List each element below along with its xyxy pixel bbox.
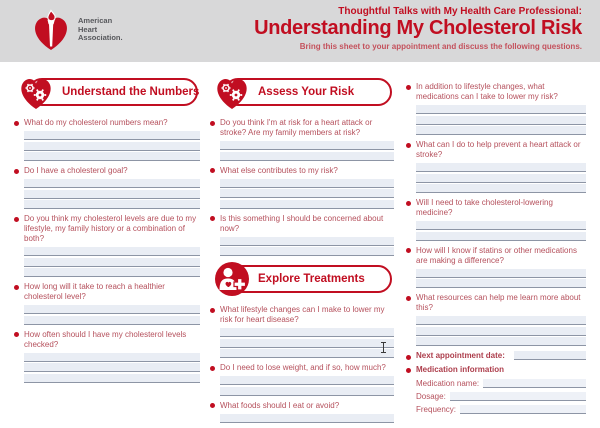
answer-field[interactable] (416, 105, 586, 114)
bullet-icon (14, 332, 19, 337)
answer-field[interactable] (220, 152, 394, 161)
answer-field[interactable] (416, 163, 586, 172)
question-text: What lifestyle changes can I make to lower my risk for heart disease? (220, 305, 385, 324)
section-title-text: Understand the Numbers (62, 86, 200, 98)
answer-field[interactable] (24, 316, 200, 325)
answer-field[interactable] (24, 190, 200, 199)
answer-lines (416, 269, 586, 289)
answer-field[interactable] (220, 414, 394, 423)
question-text: How will I know if statins or other medications are making a difference? (416, 245, 577, 265)
group-label (406, 365, 586, 374)
answer-field[interactable] (24, 200, 200, 209)
field-label: Frequency: (416, 405, 457, 414)
question-text: What resources can help me learn more about this? (416, 293, 581, 312)
bullet-icon (406, 296, 411, 301)
answer-field[interactable] (416, 327, 586, 336)
question-block (210, 305, 394, 358)
answer-lines (220, 328, 394, 358)
question-text: Do you think I'm at risk for a heart attack or stroke? Are my family members at risk? (220, 118, 373, 137)
answer-lines (24, 131, 200, 161)
answer-field[interactable] (450, 392, 586, 401)
eyebrow-text: Thoughtful Talks with My Health Care Professional: (338, 6, 582, 17)
bullet-icon (210, 366, 215, 371)
sheet-title-block (254, 6, 582, 51)
field-label: Medication information (416, 365, 504, 374)
answer-field[interactable] (220, 339, 394, 348)
gears-heart-icon (210, 70, 254, 114)
answer-field[interactable] (220, 200, 394, 209)
answer-field[interactable] (416, 116, 586, 125)
page-title: Understanding My Cholesterol Risk (254, 17, 582, 39)
answer-lines (416, 105, 586, 135)
bullet-icon (210, 216, 215, 221)
answer-field[interactable] (460, 405, 586, 414)
page-banner (0, 0, 600, 62)
question-text: Do I need to lose weight, and if so, how much? (220, 363, 386, 372)
question-text: In addition to lifestyle changes, what medications can I take to lower my risk? (416, 82, 558, 101)
answer-lines (416, 221, 586, 241)
answer-field[interactable] (416, 337, 586, 346)
section-header (14, 74, 200, 112)
answer-field[interactable] (24, 305, 200, 314)
bullet-icon (406, 143, 411, 148)
answer-lines (220, 141, 394, 161)
bullet-icon (210, 308, 215, 313)
answer-field[interactable] (24, 179, 200, 188)
column-1 (14, 74, 200, 388)
answer-lines (24, 305, 200, 325)
answer-field[interactable] (416, 126, 586, 135)
answer-field[interactable] (416, 184, 586, 193)
section-title-text: Assess Your Risk (258, 86, 355, 98)
answer-field[interactable] (24, 353, 200, 362)
sub-field (416, 379, 586, 388)
bullet-icon (210, 403, 215, 408)
sub-field (416, 392, 586, 401)
question-block (210, 166, 394, 209)
question-block (14, 166, 200, 209)
answer-field[interactable] (24, 152, 200, 161)
column-3 (406, 74, 586, 418)
bullet-icon (14, 285, 19, 290)
answer-field[interactable] (24, 374, 200, 383)
answer-lines (220, 414, 394, 423)
answer-field[interactable] (416, 232, 586, 241)
page-subtitle: Bring this sheet to your appointment and discuss the following questions. (299, 42, 582, 51)
answer-field[interactable] (24, 363, 200, 372)
column-2 (210, 74, 394, 428)
question-block (406, 82, 586, 135)
text-cursor-pointer (380, 342, 387, 354)
answer-field[interactable] (514, 351, 586, 360)
field-label: Medication name: (416, 379, 480, 388)
question-block (14, 214, 200, 277)
answer-field[interactable] (220, 247, 394, 256)
answer-lines (220, 376, 394, 396)
person-cross-icon (210, 257, 254, 301)
logo-wordmark: American Heart Association. (78, 16, 123, 43)
answer-lines (220, 237, 394, 257)
field-label: Next appointment date: (416, 351, 505, 360)
bullet-icon (210, 168, 215, 173)
question-text: What do my cholesterol numbers mean? (24, 118, 168, 127)
american-heart-association-logo-icon (28, 8, 74, 54)
answer-lines (416, 316, 586, 346)
gears-heart-icon (14, 70, 58, 114)
answer-field[interactable] (220, 387, 394, 396)
answer-field[interactable] (24, 258, 200, 267)
labeled-field (406, 351, 586, 360)
question-text: What can I do to help prevent a heart attack or stroke? (416, 140, 581, 159)
question-block (406, 246, 586, 289)
question-block (406, 293, 586, 346)
bullet-icon (210, 121, 215, 126)
question-block (14, 118, 200, 161)
answer-field[interactable] (220, 141, 394, 150)
sub-field (416, 405, 586, 414)
question-block (406, 140, 586, 193)
answer-lines (24, 179, 200, 209)
question-text: What foods should I eat or avoid? (220, 400, 340, 410)
answer-field[interactable] (483, 379, 586, 388)
question-block (14, 330, 200, 383)
answer-field[interactable] (24, 247, 200, 256)
question-text: How often should I have my cholesterol levels checked? (24, 329, 187, 349)
answer-field[interactable] (220, 189, 394, 198)
answer-field[interactable] (24, 142, 200, 151)
answer-lines (24, 353, 200, 383)
question-text: How long will it take to reach a healthier cholesterol level? (24, 282, 165, 301)
answer-lines (24, 247, 200, 277)
question-block (210, 363, 394, 396)
question-text: What else contributes to my risk? (220, 165, 338, 175)
answer-field[interactable] (220, 328, 394, 337)
section-header (210, 74, 394, 112)
answer-lines (220, 179, 394, 209)
bullet-icon (406, 368, 411, 373)
answer-field[interactable] (220, 237, 394, 246)
question-block (406, 198, 586, 241)
question-text: Do you think my cholesterol levels are due to my lifestyle, my family history or a combination of both? (24, 214, 197, 243)
question-text: Do I have a cholesterol goal? (24, 166, 128, 175)
answer-field[interactable] (416, 269, 586, 278)
bullet-icon (14, 169, 19, 174)
bullet-icon (406, 201, 411, 206)
question-block (210, 118, 394, 161)
section-title-text: Explore Treatments (258, 273, 365, 285)
question-block (210, 401, 394, 423)
answer-field[interactable] (220, 179, 394, 188)
answer-field[interactable] (220, 376, 394, 385)
bullet-icon (14, 121, 19, 126)
question-block (14, 282, 200, 325)
bullet-icon (406, 355, 411, 360)
answer-field[interactable] (416, 174, 586, 183)
answer-field[interactable] (24, 268, 200, 277)
section-header (210, 261, 394, 299)
answer-field[interactable] (416, 279, 586, 288)
answer-field[interactable] (220, 349, 394, 358)
answer-field[interactable] (24, 131, 200, 140)
question-text: Will I need to take cholesterol-lowering medicine? (416, 198, 553, 217)
question-block (210, 214, 394, 257)
answer-field[interactable] (416, 316, 586, 325)
question-text: Is this something I should be concerned about now? (220, 213, 384, 233)
bullet-icon (406, 85, 411, 90)
field-label: Dosage: (416, 392, 446, 401)
answer-field[interactable] (416, 221, 586, 230)
answer-lines (416, 163, 586, 193)
bullet-icon (406, 248, 411, 253)
bullet-icon (14, 217, 19, 222)
